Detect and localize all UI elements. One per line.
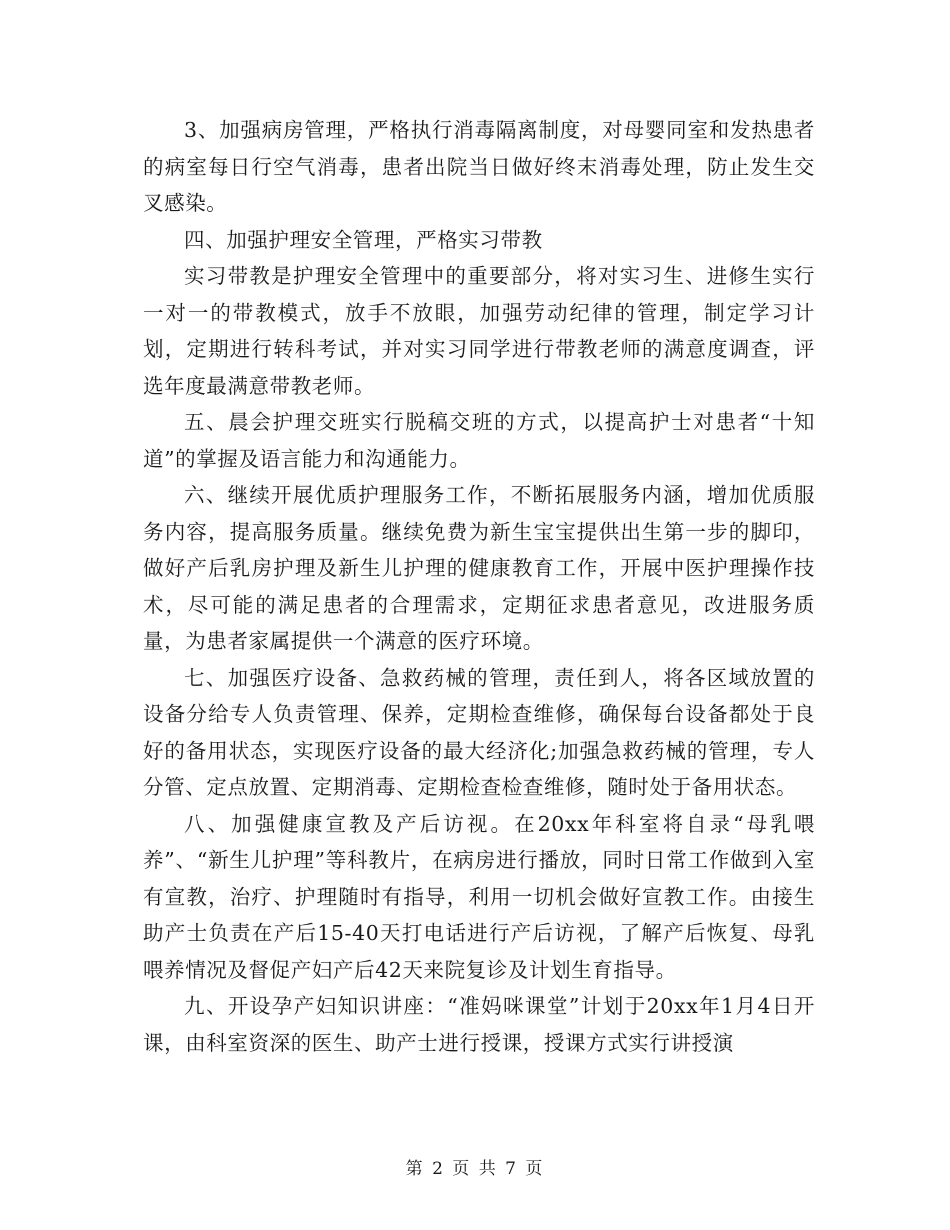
document-body — [143, 112, 815, 1061]
section-morning-handover: 五、晨会护理交班实行脱稿交班的方式，以提高护士对患者“十知道”的掌握及语言能力和沟通能力。 — [143, 410, 815, 471]
paragraph-item-3-disinfection: 3、加强病房管理，严格执行消毒隔离制度，对母婴同室和发热患者的病室每日行空气消毒，患者出院当日做好终末消毒处理，防止发生交叉感染。 — [143, 118, 815, 215]
paragraph-internship-teaching: 实习带教是护理安全管理中的重要部分，将对实习生、进修生实行一对一的带教模式，放手不放眼，加强劳动纪律的管理，制定学习计划，定期进行转科考试，并对实习同学进行带教老师的满意度调查，评选年度最满意带教老师。 — [143, 264, 815, 398]
section-equipment-management: 七、加强医疗设备、急救药械的管理，责任到人，将各区域放置的设备分给专人负责管理、保养，定期检查维修，确保每台设备都处于良好的备用状态，实现医疗设备的最大经济化;加强急救药械的管理，专人分管、定点放置、定期消毒、定期检查检查维修，随时处于备用状态。 — [143, 665, 815, 799]
section-heading-safety-management: 四、加强护理安全管理，严格实习带教 — [184, 227, 543, 252]
page-number-footer: 第 2 页 共 7 页 — [405, 1159, 545, 1179]
section-health-education: 八、加强健康宣教及产后访视。在20xx年科室将自录“母乳喂养”、“新生儿护理”等科教片，在病房进行播放，同时日常工作做到入室有宣教，治疗、护理随时有指导，利用一切机会做好宣教工作。由接生助产士负责在产后15-40天打电话进行产后访视，了解产后恢复、母乳喂养情况及督促产妇产后42天来院复诊及计划生育指导。 — [143, 811, 815, 982]
section-prenatal-lectures: 九、开设孕产妇知识讲座：“准妈咪课堂”计划于20xx年1月4日开课，由科室资深的医生、助产士进行授课，授课方式实行讲授演 — [143, 994, 815, 1055]
section-quality-nursing: 六、继续开展优质护理服务工作，不断拓展服务内涵，增加优质服务内容，提高服务质量。继续免费为新生宝宝提供出生第一步的脚印，做好产后乳房护理及新生儿护理的健康教育工作，开展中医护理操作技术，尽可能的满足患者的合理需求，定期征求患者意见，改进服务质量，为患者家属提供一个满意的医疗环境。 — [143, 483, 815, 653]
